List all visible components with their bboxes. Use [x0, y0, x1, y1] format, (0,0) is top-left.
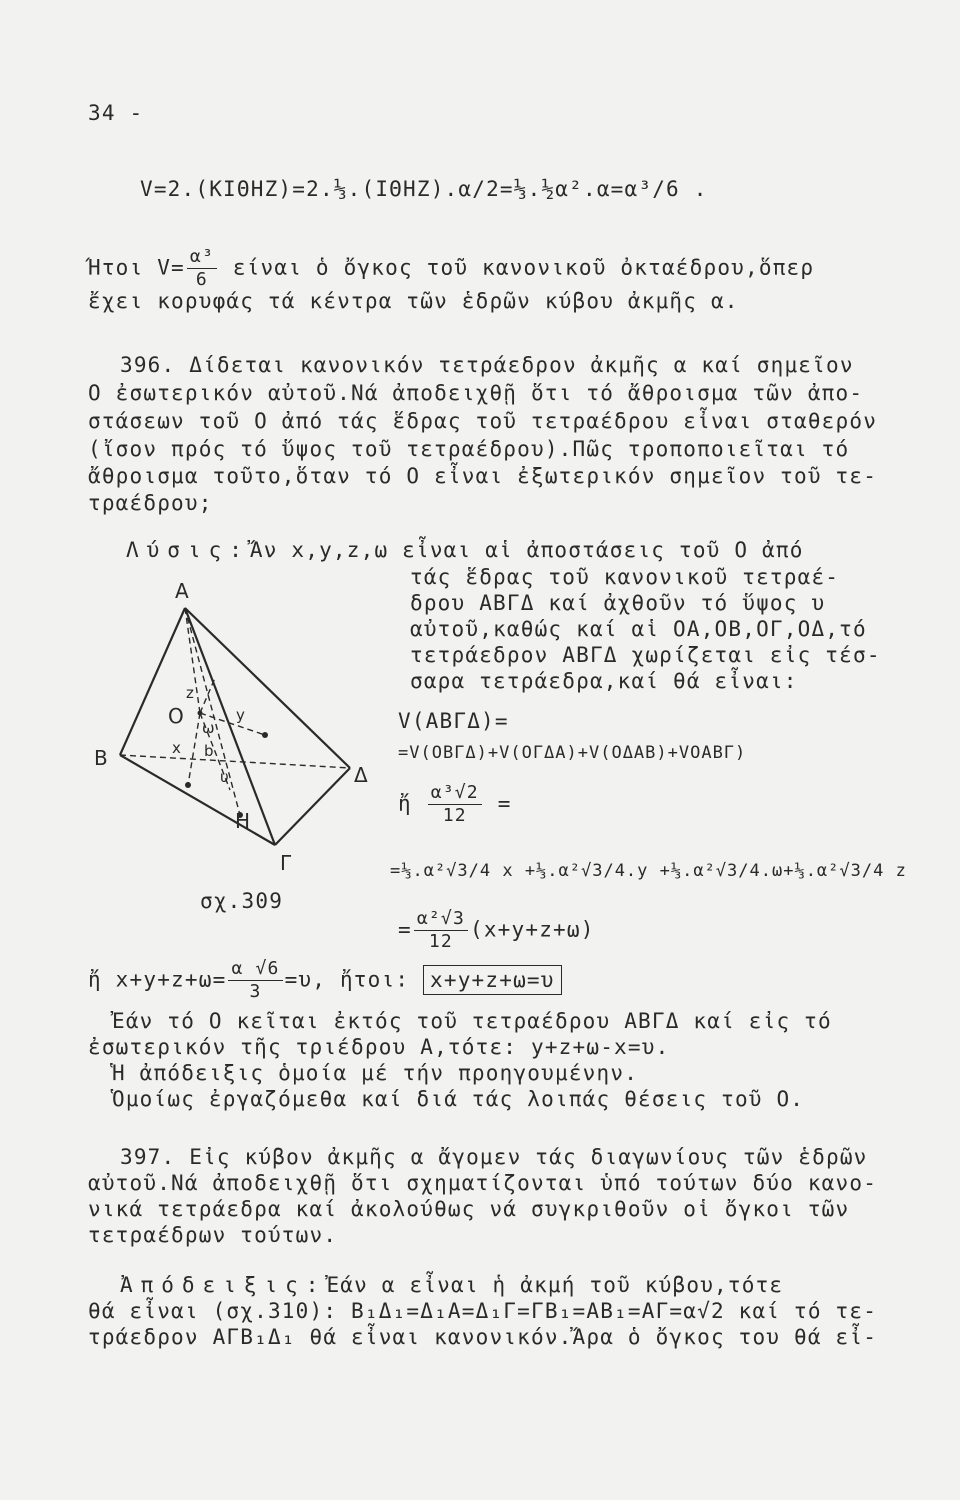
equation-factored: = $\frac{\text{α²√3}}{12}$ (x+y+z+ω): [398, 908, 595, 952]
problem-397-line: 397. Εἰς κύβον ἀκμῆς α ἄγομεν τάς διαγωνίους τῶν ἑδρῶν: [120, 1145, 868, 1169]
label-w: ω: [202, 719, 215, 737]
label-H: Η: [235, 809, 251, 833]
label-b: b: [204, 742, 214, 760]
equation-v-sum: =V(ΟΒΓΔ)+V(ΟΓΔΑ)+V(ΟΔΑΒ)+VΟΑΒΓ): [398, 743, 747, 763]
label-D: Δ: [354, 763, 368, 787]
solution-line: τετράεδρον ΑΒΓΔ χωρίζεται εἰς τέσ-: [410, 643, 881, 667]
problem-396-line: Ο ἐσωτερικόν αὐτοῦ.Νά ἀποδειχθῇ ὅτι τό ἄθροισμα τῶν ἀπο-: [88, 381, 864, 405]
segment-x: [188, 713, 200, 785]
solution-line: τάς ἕδρας τοῦ κανονικοῦ τετραέ-: [410, 565, 840, 589]
hitoi-fraction: $\frac{\text{α³}}{6}$: [187, 246, 217, 291]
proof-line: θά εἶναι (σχ.310): Β₁Δ₁=Δ₁Α=Δ₁Γ=ΓΒ₁=ΑΒ₁=ΑΓ=α√2 καί τό τε-: [88, 1299, 878, 1323]
solution-line: Λύσις:Ἄν x,y,z,ω εἶναι αἱ ἀποστάσεις τοῦ Ο ἀπό: [126, 538, 804, 562]
label-x: x: [172, 739, 181, 757]
equation-v: V(ΑΒΓΔ)=: [398, 709, 509, 733]
problem-397-line: νικά τετράεδρα καί ἀκολούθως νά συγκριθοῦν οἱ ὄγκοι τῶν: [88, 1197, 850, 1221]
problem-396-line: τραέδρου;: [88, 491, 213, 515]
proof-line: τράεδρον ΑΓΒ₁Δ₁ θά εἶναι κανονικόν.Ἄρα ὁ ὄγκος του θά εἶ-: [88, 1325, 878, 1349]
segment-z: [200, 678, 215, 713]
problem-396-line: ἄθροισμα τοῦτο,ὅταν τό Ο εἶναι ἐξωτερικόν σημεῖον τοῦ τε-: [88, 464, 878, 488]
label-y: y: [236, 706, 245, 724]
edge-BG: [120, 755, 275, 845]
text-line: Ἐάν τό Ο κεῖται ἐκτός τοῦ τετραέδρου ΑΒΓΔ καί εἰς τό: [112, 1009, 832, 1033]
problem-397-line: αὐτοῦ.Νά ἀποδειχθῇ ὅτι σχηματίζονται ὑπό τούτων δύο κανο-: [88, 1171, 878, 1195]
label-u: υ: [220, 768, 229, 786]
height-line: [185, 608, 240, 815]
solution-line: σαρα τετράεδρα,καί θά εἶναι:: [410, 669, 798, 693]
label-A: Α: [175, 579, 189, 603]
text-line: ἔχει κορυφάς τά κέντρα τῶν ἑδρῶν κύβου ἀκμῆς α.: [88, 289, 739, 313]
edge-AB: [120, 608, 185, 755]
problem-396-line: στάσεων τοῦ Ο ἀπό τάς ἕδρας τοῦ τετραέδρου εἶναι σταθερόν: [88, 409, 878, 433]
hitoi-line: Ήτοι V= $\frac{\text{α³}}{6}$ είναι ὁ ὄγκος τοῦ κανονικοῦ ὀκταέδρου,ὅπερ: [88, 246, 815, 290]
tetrahedron-figure: [80, 570, 380, 920]
volume-equation: V=2.(ΚΙΘΗΖ)=2.⅓.(ΙΘΗΖ).α/2=⅓.½α².α=α³/6 .: [140, 177, 708, 201]
proof-line: Ἀπόδειξις:Ἐάν α εἶναι ἡ ἀκμή τοῦ κύβου,τότε: [120, 1273, 784, 1297]
figure-caption: σχ.309: [200, 889, 284, 913]
edge-BD-hidden: [120, 755, 350, 768]
equation-final: ἤ x+y+z+ω= $\frac{\alpha √6}{3}$ =υ, ἤτοι: x+y+z+ω=υ: [88, 958, 562, 1003]
solution-line: αὐτοῦ,καθώς καί αἱ ΟΑ,ΟΒ,ΟΓ,ΟΔ,τό: [410, 617, 867, 641]
page-number: 34 -: [88, 101, 144, 125]
label-G: Γ: [280, 851, 292, 875]
equation-expanded: =⅓.α²√3/4 x +⅓.α²√3/4.y +⅓.α²√3/4.ω+⅓.α²√3/4 z: [390, 861, 907, 881]
problem-396-line: 396. Δίδεται κανονικόν τετράεδρον ἀκμῆς α καί σημεῖον: [120, 353, 854, 377]
solution-label: Λύσις:: [126, 538, 250, 562]
text-line: ἐσωτερικόν τῆς τριέδρου Α,τότε: y+z+ω-x=υ.: [88, 1035, 670, 1059]
boxed-result: x+y+z+ω=υ: [423, 965, 562, 995]
label-B: Β: [94, 746, 108, 770]
edge-GD: [275, 768, 350, 845]
edge-AG: [185, 608, 275, 845]
label-O: Ο: [168, 704, 184, 728]
problem-396-line: (ἴσον πρός τό ὕψος τοῦ τετραέδρου).Πῶς τροποποιεῖται τό: [88, 437, 850, 461]
equation-or: ἤ $\frac{\text{α³√2}}{12}$ =: [398, 782, 512, 826]
text-line: Ἡ ἀπόδειξις ὁμοία μέ τήν προηγουμένην.: [112, 1061, 639, 1085]
proof-label: Ἀπόδειξις:: [120, 1273, 327, 1297]
problem-397-line: τετραέδρων τούτων.: [88, 1223, 338, 1247]
label-z: z: [186, 684, 194, 702]
solution-line: δρου ΑΒΓΔ καί ἀχθοῦν τό ὕψος υ: [410, 591, 826, 615]
text-line: Ὁμοίως ἐργαζόμεθα καί διά τάς λοιπάς θέσεις τοῦ Ο.: [112, 1087, 805, 1111]
